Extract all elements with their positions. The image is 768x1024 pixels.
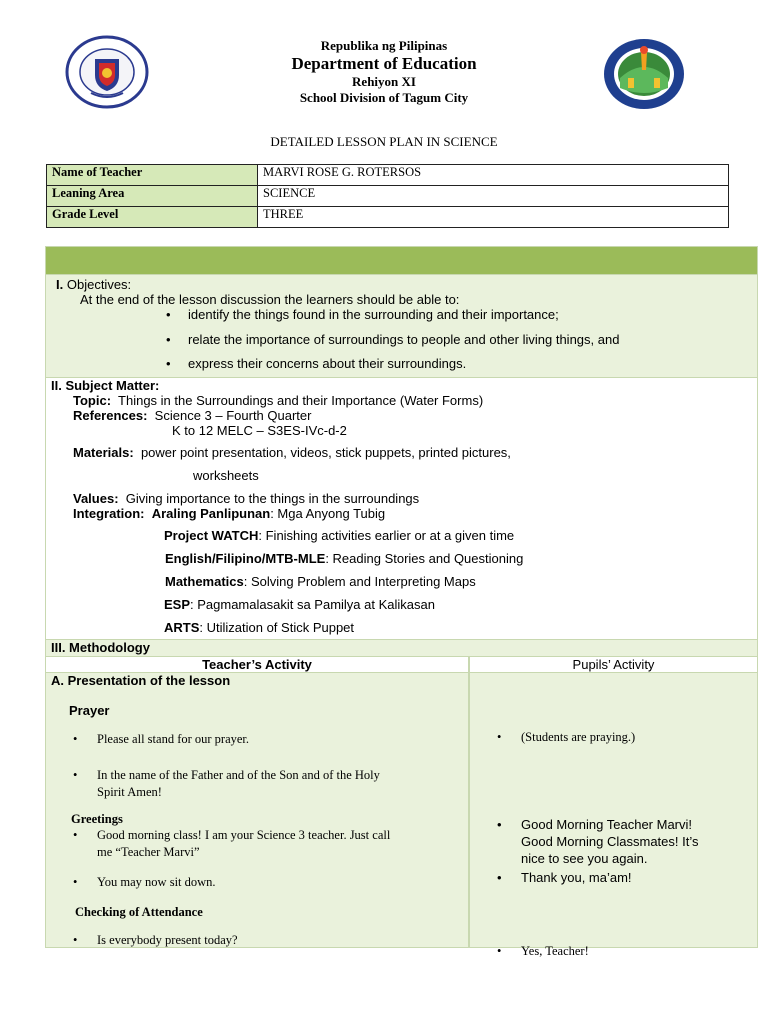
references-text: Science 3 – Fourth Quarter	[154, 408, 312, 423]
list-item	[97, 767, 380, 801]
integration-text: : Pagmamalasakit sa Pamilya at Kalikasan	[190, 597, 435, 612]
topic-line	[73, 393, 483, 408]
integration-subject: ESP	[164, 597, 191, 612]
list-item: • Yes, Teacher!	[521, 943, 589, 960]
integration-subject: ARTS	[164, 620, 200, 635]
greetings-heading: Greetings	[71, 812, 123, 826]
integration-item	[164, 528, 514, 543]
list-item-line: nice to see you again.	[521, 851, 648, 866]
objectives-heading-text: Objectives:	[66, 277, 132, 292]
teacher-info-table	[46, 164, 729, 228]
info-label: Leaning Area	[47, 186, 258, 207]
integration-text: : Solving Problem and Interpreting Maps	[243, 574, 476, 589]
integration-label: Integration:	[73, 506, 145, 521]
division-line: School Division of Tagum City	[299, 90, 469, 105]
pupils-activity-column	[470, 673, 757, 958]
materials-line	[73, 445, 511, 460]
integration-subject: English/Filipino/MTB-MLE	[165, 551, 326, 566]
plan-header-bar	[46, 247, 757, 274]
list-item-line: Spirit Amen!	[97, 785, 162, 799]
list-item-line: Good Morning Classmates! It’s	[521, 834, 699, 849]
integration-text: : Utilization of Stick Puppet	[199, 620, 355, 635]
republic-line: Republika ng Pilipinas	[320, 38, 448, 53]
objectives-intro: At the end of the lesson discussion the learners should be able to:	[80, 292, 460, 307]
info-label: Name of Teacher	[47, 165, 258, 186]
presentation-heading: A. Presentation of the lesson	[51, 673, 231, 688]
integration-item	[164, 620, 354, 635]
department-line: Department of Education	[291, 54, 477, 73]
materials-line-2: worksheets	[193, 468, 259, 483]
table-row	[47, 165, 729, 186]
info-value: SCIENCE	[258, 186, 729, 207]
info-value: MARVI ROSE G. ROTERSOS	[258, 165, 729, 186]
objectives-heading	[56, 277, 131, 292]
table-row	[47, 186, 729, 207]
list-item-line: Good Morning Teacher Marvi!	[521, 817, 693, 832]
list-item: • Please all stand for our prayer.	[97, 731, 249, 748]
topic-label: Topic:	[73, 393, 112, 408]
list-item: • (Students are praying.)	[521, 729, 635, 746]
list-item: • You may now sit down.	[97, 874, 216, 891]
list-item	[521, 816, 699, 867]
objective-item: • identify the things found in the surrounding and their importance;	[188, 307, 559, 322]
info-label: Grade Level	[47, 207, 258, 228]
lesson-plan-table	[45, 246, 758, 958]
subject-matter-heading: II. Subject Matter:	[51, 378, 160, 393]
info-value: THREE	[258, 207, 729, 228]
pupils-activity-header: Pupils’ Activity	[470, 657, 757, 673]
objectives-numeral: I.	[56, 277, 64, 292]
objective-item: • express their concerns about their surroundings.	[188, 356, 466, 371]
values-line	[73, 491, 419, 506]
objectives-section	[46, 274, 757, 377]
list-item-line: In the name of the Father and of the Son and of the Holy	[97, 768, 380, 782]
activity-columns	[46, 656, 757, 958]
integration-line	[73, 506, 385, 521]
values-text: Giving importance to the things in the surroundings	[125, 491, 420, 506]
list-item-line: Good morning class! I am your Science 3 teacher. Just call	[97, 828, 391, 842]
references-label: References:	[73, 408, 148, 423]
integration-item	[164, 597, 435, 612]
integration-subject: Mathematics	[165, 574, 244, 589]
region-line: Rehiyon XI	[352, 74, 416, 89]
integration-subject: Araling Panlipunan	[151, 506, 271, 521]
list-item: • Is everybody present today?	[97, 932, 238, 949]
methodology-heading: III. Methodology	[51, 640, 150, 655]
attendance-heading: Checking of Attendance	[75, 905, 203, 919]
integration-item	[165, 574, 476, 589]
list-item	[97, 827, 390, 861]
list-item: • Thank you, ma’am!	[521, 869, 632, 886]
integration-item	[165, 551, 523, 566]
objective-item: • relate the importance of surroundings to people and other living things, and	[188, 332, 619, 347]
teacher-activity-column	[46, 673, 468, 947]
table-row	[47, 207, 729, 228]
subject-matter-section	[46, 377, 757, 639]
integration-subject: Project WATCH	[164, 528, 259, 543]
materials-label: Materials:	[73, 445, 134, 460]
materials-text: power point presentation, videos, stick puppets, printed pictures,	[140, 445, 511, 460]
references-line	[73, 408, 311, 423]
integration-text: : Reading Stories and Questioning	[325, 551, 524, 566]
topic-text: Things in the Surroundings and their Importance (Water Forms)	[118, 393, 484, 408]
document-title: DETAILED LESSON PLAN IN SCIENCE	[270, 134, 498, 149]
values-label: Values:	[73, 491, 119, 506]
methodology-section	[46, 639, 757, 656]
references-line-2: K to 12 MELC – S3ES-IVc-d-2	[172, 423, 347, 438]
list-item-line: me “Teacher Marvi”	[97, 845, 200, 859]
prayer-heading: Prayer	[69, 703, 110, 718]
integration-text: : Finishing activities earlier or at a given time	[258, 528, 515, 543]
teacher-activity-header: Teacher’s Activity	[46, 657, 468, 673]
document-header	[0, 38, 768, 106]
integration-text: : Mga Anyong Tubig	[270, 506, 386, 521]
